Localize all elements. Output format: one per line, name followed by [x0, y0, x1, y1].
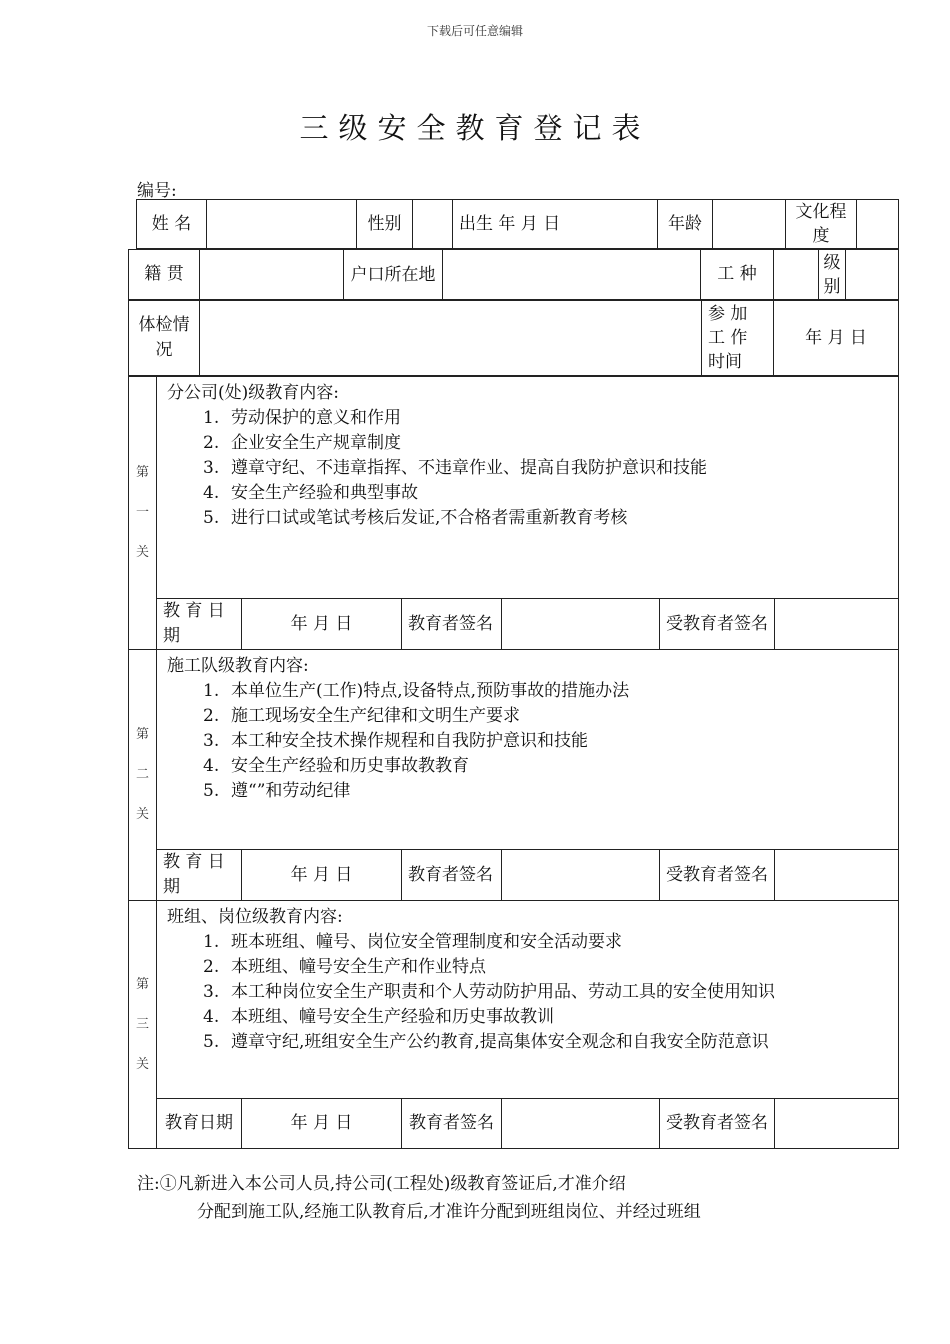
birth-label: 出生 年 月 日 [453, 200, 658, 249]
native-label: 籍 贯 [129, 250, 200, 300]
list-item: 5. 遵“”和劳动纪律 [203, 781, 351, 801]
section-3-side: 第 三 关 [129, 901, 157, 1149]
name-field[interactable] [207, 200, 357, 249]
section-3-heading: 班组、岗位级教育内容: [167, 907, 343, 927]
notes [137, 1170, 701, 1226]
list-item: 5. 遵章守纪,班组安全生产公约教育,提高集体安全观念和自我安全防范意识 [203, 1032, 769, 1052]
join-time-label: 参 加 工 作 时间 [702, 301, 774, 376]
list-item: 1. 班本班组、幢号、岗位安全管理制度和安全活动要求 [203, 932, 622, 952]
native-field[interactable] [200, 250, 344, 300]
section-2-trainee-field[interactable] [775, 850, 899, 901]
list-item: 3. 本工种岗位安全生产职责和个人劳动防护用品、劳动工具的安全使用知识 [203, 982, 775, 1002]
join-date: 年 月 日 [774, 301, 899, 376]
health-label: 体检情况 [129, 301, 200, 376]
list-item: 4. 本班组、幢号安全生产经验和历史事故教训 [203, 1007, 554, 1027]
age-field[interactable] [713, 200, 786, 249]
section-3-date-label: 教育日期 [157, 1099, 242, 1149]
header-note: 下载后可任意编辑 [426, 24, 523, 38]
section-1-date-label: 教 育 日 期 [157, 599, 242, 650]
section-3-content [157, 901, 899, 1099]
list-item: 5. 进行口试或笔试考核后发证,不合格者需重新教育考核 [203, 508, 628, 528]
section-2-heading: 施工队级教育内容: [167, 656, 309, 676]
list-item: 2. 施工现场安全生产纪律和文明生产要求 [203, 706, 520, 726]
section-2-side: 第 二 关 [129, 650, 157, 901]
hukou-field[interactable] [443, 250, 701, 300]
section-3-trainee-label: 受教育者签名 [660, 1099, 775, 1149]
education-field[interactable] [857, 200, 899, 249]
list-item: 1. 本单位生产(工作)特点,设备特点,预防事故的措施办法 [203, 681, 630, 701]
section-1-educator-field[interactable] [502, 599, 660, 650]
section-1-heading: 分公司(处)级教育内容: [167, 383, 339, 403]
gender-label: 性别 [357, 200, 413, 249]
section-3-date: 年 月 日 [242, 1099, 402, 1149]
name-label: 姓 名 [137, 200, 207, 249]
section-1-trainee-field[interactable] [775, 599, 899, 650]
note-line-1: 注:①凡新进入本公司人员,持公司(工程处)级教育签证后,才准介绍 [137, 1174, 626, 1194]
grade-label: 级别 [819, 250, 846, 300]
list-item: 4. 安全生产经验和历史事故教教育 [203, 756, 469, 776]
section-2-date-label: 教 育 日 期 [157, 850, 242, 901]
grade-field[interactable] [846, 250, 899, 300]
gender-field[interactable] [413, 200, 453, 249]
section-3-educator-label: 教育者签名 [402, 1099, 502, 1149]
list-item: 1. 劳动保护的意义和作用 [203, 408, 401, 428]
education-label: 文化程度 [786, 200, 857, 249]
note-line-2: 分配到施工队,经施工队教育后,才准许分配到班组岗位、并经过班组 [197, 1202, 701, 1222]
age-label: 年龄 [658, 200, 713, 249]
section-1-trainee-label: 受教育者签名 [660, 599, 775, 650]
job-label: 工 种 [701, 250, 774, 300]
hukou-label: 户口所在地 [344, 250, 443, 300]
section-1-educator-label: 教育者签名 [402, 599, 502, 650]
section-2-content [157, 650, 899, 850]
list-item: 4. 安全生产经验和典型事故 [203, 483, 418, 503]
list-item: 3. 遵章守纪、不违章指挥、不违章作业、提高自我防护意识和技能 [203, 458, 707, 478]
list-item: 3. 本工种安全技术操作规程和自我防护意识和技能 [203, 731, 588, 751]
section-2-trainee-label: 受教育者签名 [660, 850, 775, 901]
sections-table [128, 376, 899, 1149]
section-3-trainee-field[interactable] [775, 1099, 899, 1149]
page-title: 三级安全教育登记表 [299, 111, 651, 145]
list-item: 2. 企业安全生产规章制度 [203, 433, 401, 453]
health-field[interactable] [200, 301, 702, 376]
section-1-side: 第 一 关 [129, 377, 157, 650]
list-item: 2. 本班组、幢号安全生产和作业特点 [203, 957, 486, 977]
serial-label: 编号: [137, 181, 177, 201]
section-2-educator-field[interactable] [502, 850, 660, 901]
section-2-educator-label: 教育者签名 [402, 850, 502, 901]
info-row-1 [136, 199, 899, 249]
job-field[interactable] [774, 250, 819, 300]
info-row-2 [128, 249, 899, 300]
info-row-3 [128, 300, 899, 376]
section-1-date: 年 月 日 [242, 599, 402, 650]
section-1-content [157, 377, 899, 599]
section-3-educator-field[interactable] [502, 1099, 660, 1149]
section-2-date: 年 月 日 [242, 850, 402, 901]
